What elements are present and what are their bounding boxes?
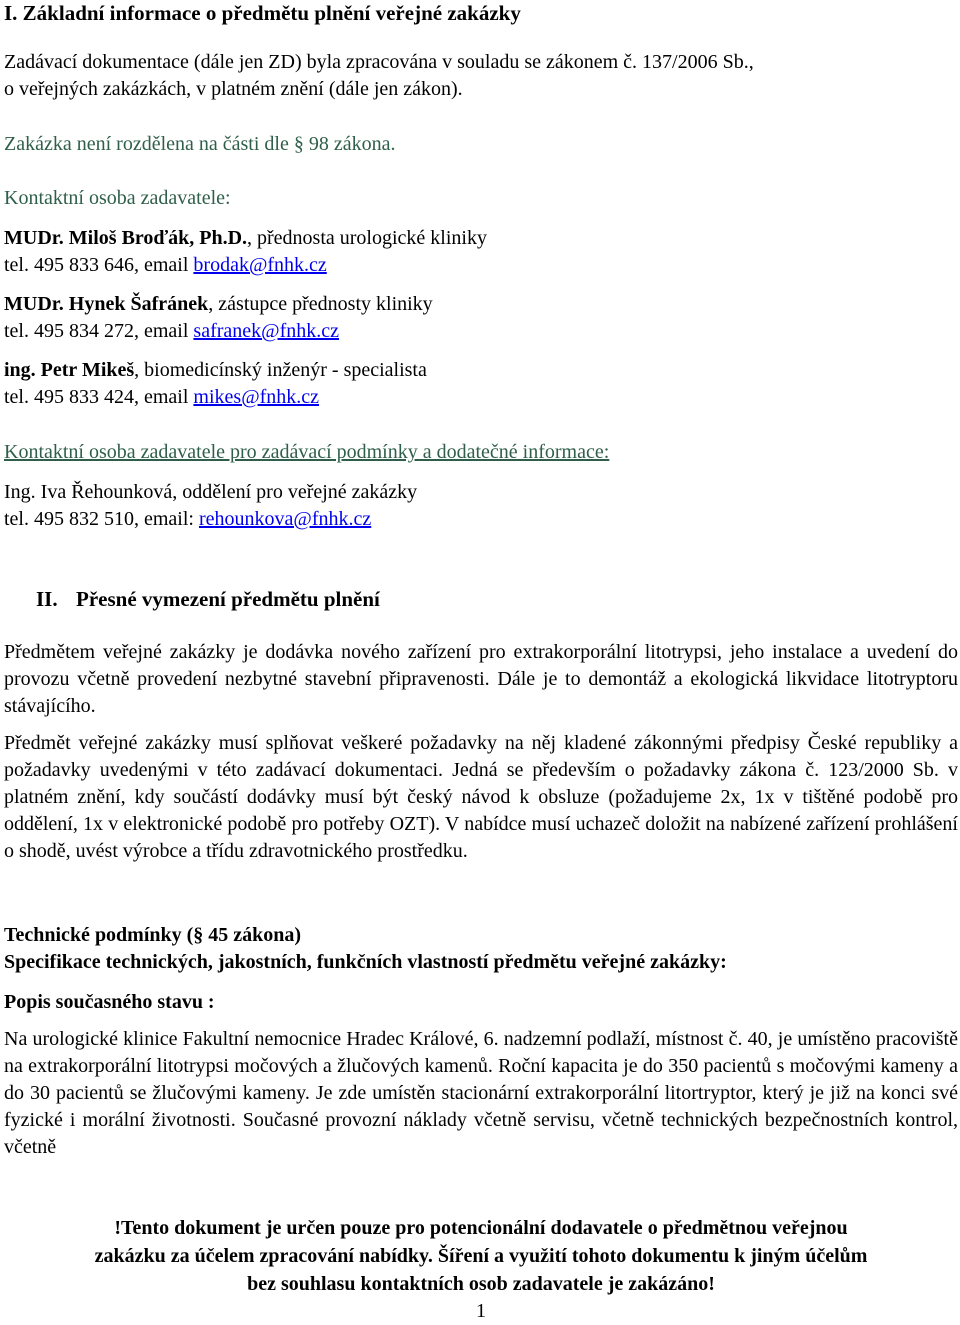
contact-1-role: , přednosta urologické kliniky: [247, 227, 487, 249]
contact-2-role: , zástupce přednosty kliniky: [208, 293, 433, 315]
notice-line-2: zakázku za účelem zpracování nabídky. Šíření a využití tohoto dokumentu k jiným účelům: [94, 1245, 868, 1267]
contact-2-phone: tel. 495 834 272, email: [4, 320, 194, 342]
conditions-contact-phone: tel. 495 832 510, email:: [4, 508, 199, 530]
contact-3-name: ing. Petr Mikeš: [4, 359, 135, 381]
contact-3-line: [4, 357, 427, 384]
contact-2-name: MUDr. Hynek Šafránek: [4, 293, 209, 315]
not-divided-statement: Zakázka není rozdělena na části dle § 98 zákona.: [4, 133, 396, 155]
page-number: 1: [476, 1300, 486, 1322]
conditions-contact-phone-line: [4, 506, 371, 533]
section-2-title: Přesné vymezení předmětu plnění: [76, 587, 380, 611]
notice-line-3: bez souhlasu kontaktních osob zadavatele je zakázáno!: [247, 1273, 715, 1295]
conditions-contact-heading: Kontaktní osoba zadavatele pro zadávací podmínky a dodatečné informace:: [4, 441, 610, 463]
contact-1-line: [4, 225, 487, 252]
requirements-paragraph: Předmět veřejné zakázky musí splňovat veškeré požadavky na něj kladené zákonnými předpisy České republiky a požadavky uvedenými v této zadávací dokumentaci. Jedná se především o požadavky zákona č. 123/2000 Sb. v platném znění, kdy součástí dodávky musí být český návod k obsluze (požadujeme 2x, 1x v tištěné podobě pro oddělení, 1x v elektronické podobě pro potřeby OZT). V nabídce musí uchazeč doložit na nabízené zařízení prohlášení o shodě, uvést výrobce a třídu zdravotnického prostředku.: [4, 732, 958, 862]
intro-line-1: Zadávací dokumentace (dále jen ZD) byla zpracována v souladu se zákonem č. 137/2006 Sb.,: [4, 51, 754, 73]
section-1-heading: I. Základní informace o předmětu plnění veřejné zakázky: [4, 1, 521, 25]
contact-3-role: , biomedicínský inženýr - specialista: [134, 359, 427, 381]
section-2-number: II.: [36, 587, 58, 611]
intro-line-2: o veřejných zakázkách, v platném znění (dále jen zákon).: [4, 78, 463, 100]
contact-1-phone: tel. 495 833 646, email: [4, 254, 194, 276]
contact-1-phone-line: [4, 252, 327, 279]
technical-conditions-heading: Technické podmínky (§ 45 zákona): [4, 924, 302, 946]
contact-heading: Kontaktní osoba zadavatele:: [4, 187, 231, 209]
contact-1-name: MUDr. Miloš Broďák, Ph.D.: [4, 227, 248, 249]
notice-line-1: !Tento dokument je určen pouze pro potencionální dodavatele o předmětnou veřejnou: [114, 1217, 848, 1239]
specification-heading: Specifikace technických, jakostních, funkčních vlastností předmětu veřejné zakázky:: [4, 951, 727, 973]
contact-3-phone-line: [4, 384, 319, 411]
conditions-contact-email-link[interactable]: rehounkova@fnhk.cz: [198, 508, 372, 530]
conditions-contact-name: Ing. Iva Řehounková, oddělení pro veřejné zakázky: [4, 481, 418, 503]
current-state-paragraph: Na urologické klinice Fakultní nemocnice Hradec Králové, 6. nadzemní podlaží, místnost č. 40, je umístěno pracoviště na extrakorporální litotrypsi močových a žlučových kamenů. Roční kapacita je do 350 pacientů s močovými kameny a do 30 pacientů se žlučovými kameny. Je zde umístěn stacionární extrakorporální litortryptor, který je již na konci své fyzické i morální životnosti. Současné provozní náklady včetně servisu, včetně technických bezpečnostních kontrol, včetně: [4, 1028, 958, 1158]
current-state-heading: Popis současného stavu :: [4, 991, 215, 1013]
contact-1-email-link[interactable]: brodak@fnhk.cz: [193, 254, 327, 276]
contact-3-email-link[interactable]: mikes@fnhk.cz: [193, 386, 320, 408]
contact-2-email-link[interactable]: safranek@fnhk.cz: [193, 320, 339, 342]
contact-2-phone-line: [4, 318, 339, 345]
contact-3-phone: tel. 495 833 424, email: [4, 386, 194, 408]
contact-2-line: [4, 291, 433, 318]
subject-paragraph: Předmětem veřejné zakázky je dodávka nového zařízení pro extrakorporální litotrypsi, jeho instalace a uvedení do provozu včetně provedení nezbytné stavební připravenosti. Dále je to demontáž a ekologická likvidace litotryptoru stávajícího.: [4, 641, 958, 717]
